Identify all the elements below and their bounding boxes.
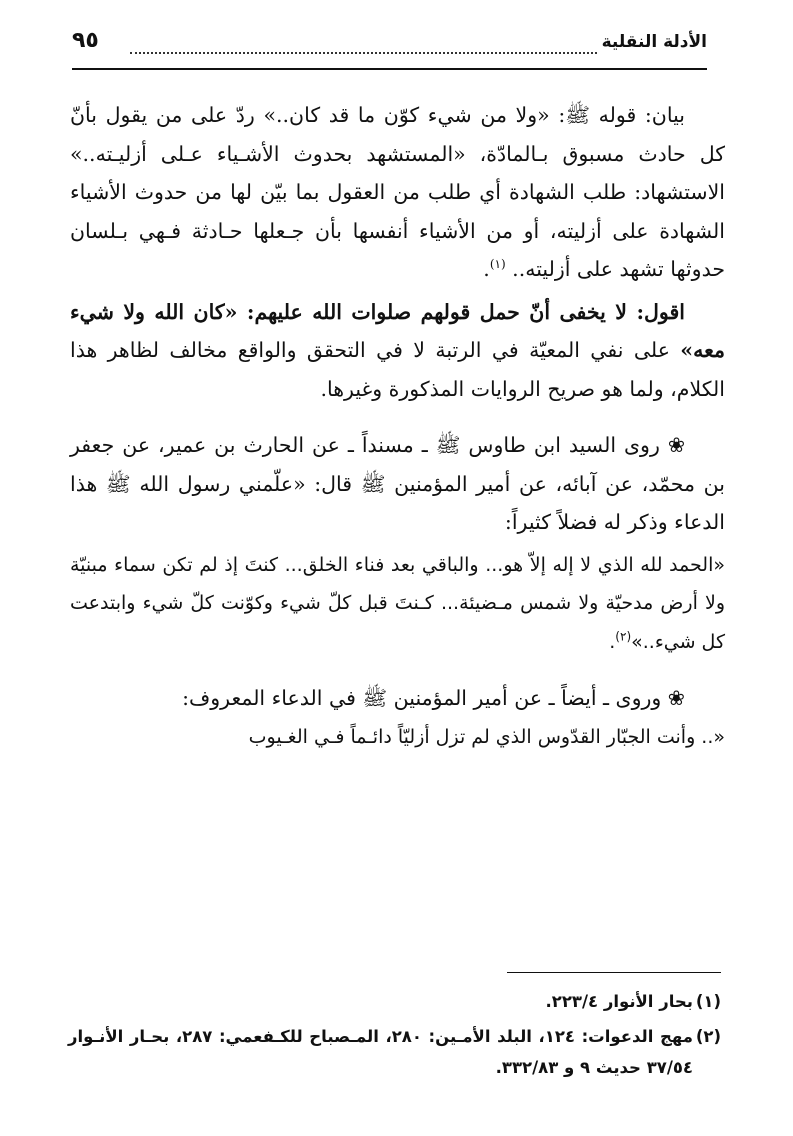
period: .	[483, 257, 490, 281]
page-header	[72, 28, 707, 70]
dotted-leader	[130, 52, 597, 54]
quote-supplication-2-text: «.. وأنت الجبّار القدّوس الذي لم تزل أزليّاً دائـماً فـي الغـيوب	[248, 725, 725, 748]
paragraph-narration-1	[70, 426, 725, 542]
quote-supplication-1	[70, 546, 725, 662]
footnote-number: (٢)	[695, 1027, 721, 1046]
footnote-ref-2: (٢)	[615, 629, 632, 644]
quote-supplication-2	[70, 718, 725, 757]
footnote-text: مهج الدعوات: ١٢٤، البلد الأمـين: ٢٨٠، المـصباح للكـفعمي: ٢٨٧، بحـار الأنـوار ٣٧/٥٤ حديث ٩ و ٣٣٢/٨٣.	[68, 1027, 693, 1077]
footnote-2	[68, 1021, 721, 1083]
quote-supplication-1-text: «الحمد لله الذي لا إله إلاّ هو... والباقي بعد فناء الخلق... كنتَ إذ لم تكن سماء مبنيّة ولا أرض مدحيّة ولا شمس مـضيئة... كـنتَ قبل كلّ شيء وكوّنت كلّ شيء وابتدعت كل شيء..»	[70, 553, 725, 653]
running-title: الأدلة النقلية	[601, 32, 707, 52]
paragraph-narration-2-text: ❀ وروى ـ أيضاً ـ عن أمير المؤمنين ﷺ في الدعاء المعروف:	[182, 686, 685, 710]
paragraph-comment-lead: اقول: لا يخفى أنّ حمل قولهم صلوات الله عليهم: «كان الله ولا شيء معه»	[70, 299, 725, 362]
footnote-ref-1: (١)	[489, 257, 506, 272]
paragraph-explanation-text: بيان: قوله ﷺ: «ولا من شيء كوّن ما قد كان..» ردّ على من يقول بأنّ كل حادث مسبوق بـالمادّة، «المستشهد بحدوث الأشـياء عـلى أزليـته..» الاستشهاد: طلب الشهادة أي طلب من العقول بما بيّن لها من حدوث الأشياء الشهادة على أزليته، أو من الأشياء أنفسها بأن جـعلها حـادثة فـهي بـلسان حدوثها تشهد على أزليته..	[70, 103, 725, 281]
period: .	[609, 630, 616, 653]
page-number: ٩٥	[72, 28, 99, 53]
paragraph-narration-1-text: ❀ روى السيد ابن طاوس ﷺ ـ مسنداً ـ عن الحارث بن عمير، عن جعفر بن محمّد، عن آبائه، عن أمير المؤمنين ﷺ قال: «علّمني رسول الله ﷺ هذا الدعاء وذكر له فضلاً كثيراً:	[70, 433, 725, 534]
paragraph-comment	[70, 293, 725, 409]
footnote-number: (١)	[695, 992, 721, 1011]
footnote-text: بحار الأنوار ٢٢٣/٤.	[545, 992, 693, 1011]
footnote-1	[68, 986, 721, 1017]
footnote-rule	[507, 972, 721, 973]
paragraph-comment-rest: على نفي المعيّة في الرتبة لا في التحقق والواقع مخالف لظاهر هذا الكلام، ولما هو صريح الروايات المذكورة وغيرها.	[70, 338, 725, 401]
footnotes	[68, 986, 721, 1087]
body-text	[70, 96, 725, 756]
paragraph-narration-2	[70, 679, 725, 718]
paragraph-explanation	[70, 96, 725, 289]
